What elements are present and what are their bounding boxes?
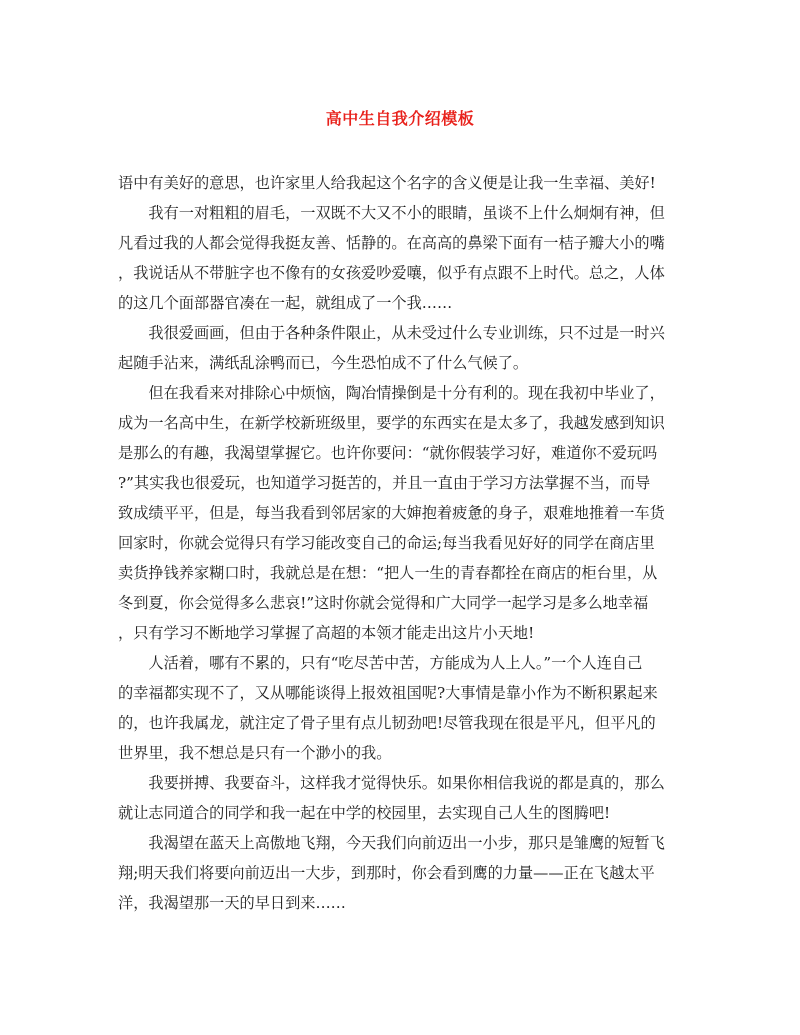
body-line: 起随手沾来，满纸乱涂鸭而已，今生恐怕成不了什么气候了。 xyxy=(118,354,529,372)
body-line: 我很爱画画，但由于各种条件限止，从未受过什么专业训练，只不过是一时兴 xyxy=(118,324,665,342)
body-line: 人活着，哪有不累的，只有“吃尽苦中苦，方能成为人上人。”一个人连自己 xyxy=(118,654,643,672)
body-line: 冬到夏，你会觉得多么悲哀!”这时你就会觉得和广大同学一起学习是多么地幸福 xyxy=(118,594,649,612)
body-line: ，只有学习不断地学习掌握了高超的本领才能走出这片小天地! xyxy=(118,624,535,642)
body-line: ，我说话从不带脏字也不像有的女孩爱吵爱嚷，似乎有点跟不上时代。总之，人体 xyxy=(118,264,665,282)
document-title: 高中生自我介绍模板 xyxy=(325,109,475,128)
body-line: 翔;明天我们将要向前迈出一大步，到那时，你会看到鹰的力量——正在飞越太平 xyxy=(118,864,655,882)
body-line: ?”其实我也很爱玩，也知道学习挺苦的，并且一直由于学习方法掌握不当，而导 xyxy=(118,474,651,492)
body-line: 凡看过我的人都会觉得我挺友善、恬静的。在高高的鼻梁下面有一桔子瓣大小的嘴 xyxy=(118,234,665,252)
body-line: 是那么的有趣，我渴望掌握它。也许你要问：“就你假装学习好，难道你不爱玩吗 xyxy=(118,444,658,462)
body-line: 成为一名高中生，在新学校新班级里，要学的东西实在是太多了，我越发感到知识 xyxy=(118,414,665,432)
body-line: 回家时，你就会觉得只有学习能改变自己的命运;每当我看见好好的同学在商店里 xyxy=(118,534,655,552)
body-line: 语中有美好的意思，也许家里人给我起这个名字的含义便是让我一生幸福、美好! xyxy=(118,174,656,192)
body-line: 的，也许我属龙，就注定了骨子里有点儿韧劲吧!尽管我现在很是平凡，但平凡的 xyxy=(118,714,656,732)
body-line: 就让志同道合的同学和我一起在中学的校园里，去实现自己人生的图腾吧! xyxy=(118,804,611,822)
body-line: 我要拼搏、我要奋斗，这样我才觉得快乐。如果你相信我说的都是真的，那么 xyxy=(118,774,665,792)
body-line: 致成绩平平，但是，每当我看到邻居家的大婶抱着疲惫的身子，艰难地推着一车货 xyxy=(118,504,665,522)
body-line: 洋，我渴望那一天的早日到来…… xyxy=(118,894,346,912)
body-line: 卖货挣钱养家糊口时，我就总是在想：“把人一生的青春都拴在商店的柜台里，从 xyxy=(118,564,658,582)
body-line: 的幸福都实现不了，又从哪能谈得上报效祖国呢?大事情是靠小作为不断积累起来 xyxy=(118,684,658,702)
body-line: 的这几个面部器官凑在一起，就组成了一个我…… xyxy=(118,294,453,312)
body-line: 我有一对粗粗的眉毛，一双既不大又不小的眼睛，虽谈不上什么炯炯有神，但 xyxy=(118,204,665,222)
body-line: 我渴望在蓝天上高傲地飞翔，今天我们向前迈出一小步，那只是雏鹰的短暂飞 xyxy=(118,834,665,852)
body-line: 但在我看来对排除心中烦恼，陶冶情操倒是十分有利的。现在我初中毕业了， xyxy=(118,384,665,402)
body-line: 世界里，我不想总是只有一个渺小的我。 xyxy=(118,744,392,762)
